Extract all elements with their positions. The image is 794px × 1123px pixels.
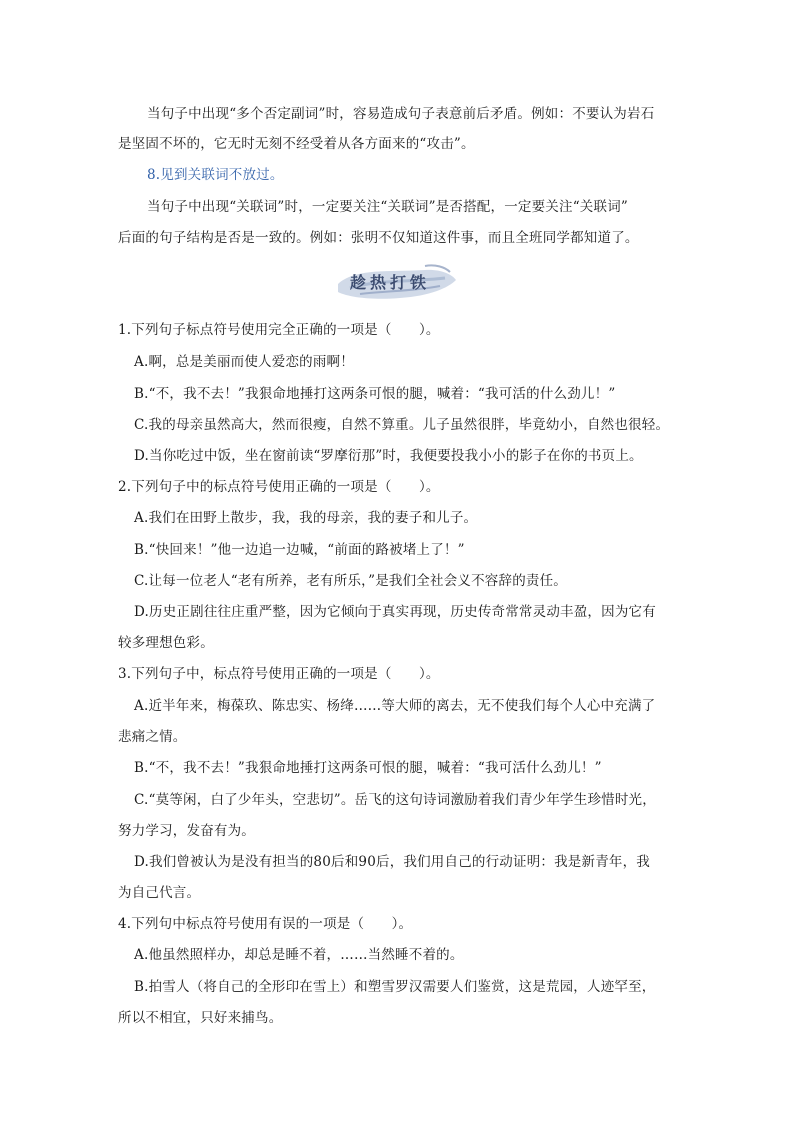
question-2-option-a: A.我们在田野上散步，我，我的母亲，我的妻子和儿子。 <box>134 510 478 526</box>
intro-paragraph-8-line-2: 后面的句子结构是否是一致的。例如：张明不仅知道这件事，而且全班同学都知道了。 <box>118 230 639 246</box>
banner-label: 趁热打铁 <box>349 273 430 292</box>
practice-banner <box>330 258 460 308</box>
intro-paragraph-8-line-1: 当句子中出现“关联词”时，一定要关注“关联词”是否搭配，一定要关注“关联词” <box>147 199 629 215</box>
question-3-option-c-line-1: C.“莫等闲，白了少年头，空悲切”。岳飞的这句诗词激励着我们青少年学生珍惜时光， <box>134 792 656 808</box>
question-4-option-a: A.他虽然照样办，却总是睡不着，……当然睡不着的。 <box>134 947 464 963</box>
question-3-option-b: B.“不，我不去！”我狠命地捶打这两条可恨的腿，喊着：“我可活什么劲儿！” <box>134 760 602 776</box>
question-2-stem: 2.下列句子中的标点符号使用正确的一项是（ ）。 <box>118 479 440 495</box>
intro-paragraph-7-line-2: 是坚固不坏的，它无时无刻不经受着从各方面来的“攻击”。 <box>118 136 475 152</box>
question-1-stem: 1.下列句子标点符号使用完全正确的一项是（ ）。 <box>118 322 440 338</box>
question-2-option-d-line-2: 较多理想色彩。 <box>118 635 214 651</box>
question-3-option-d-line-2: 为自己代言。 <box>118 885 201 901</box>
question-2-option-c: C.让每一位老人“老有所养，老有所乐，”是我们全社会义不容辞的责任。 <box>134 573 567 589</box>
question-3-option-a-line-2: 悲痛之情。 <box>118 729 187 745</box>
question-4-stem: 4.下列句中标点符号使用有误的一项是（ ）。 <box>118 916 413 932</box>
question-4-option-b-line-1: B.拍雪人（将自己的全形印在雪上）和塑雪罗汉需要人们鉴赏，这是荒园，人迹罕至， <box>134 979 656 995</box>
question-3-option-c-line-2: 努力学习，发奋有为。 <box>118 823 255 839</box>
question-1-option-c: C.我的母亲虽然高大，然而很瘦，自然不算重。儿子虽然很胖，毕竟幼小，自然也很轻。 <box>134 417 670 433</box>
question-2-option-b: B.“快回来！”他一边追一边喊，“前面的路被堵上了！” <box>134 542 465 558</box>
section-heading-8: 8.见到关联词不放过。 <box>147 167 284 183</box>
question-3-option-d-line-1: D.我们曾被认为是没有担当的80后和90后，我们用自己的行动证明：我是新青年，我 <box>134 854 650 870</box>
question-3-option-a-line-1: A.近半年来，梅葆玖、陈忠实、杨绛……等大师的离去，无不使我们每个人心中充满了 <box>134 698 656 714</box>
question-4-option-b-line-2: 所以不相宜，只好来捕鸟。 <box>118 1010 283 1026</box>
question-1-option-d: D.当你吃过中饭，坐在窗前读“罗摩衍那”时，我便要投我小小的影子在你的书页上。 <box>134 448 643 464</box>
question-1-option-b: B.“不，我不去！”我狠命地捶打这两条可恨的腿，喊着：“我可活的什么劲儿！” <box>134 386 616 402</box>
question-3-stem: 3.下列句子中，标点符号使用正确的一项是（ ）。 <box>118 666 440 682</box>
intro-paragraph-7-line-1: 当句子中出现“多个否定副词”时，容易造成句子表意前后矛盾。例如：不要认为岩石 <box>147 106 655 122</box>
question-2-option-d-line-1: D.历史正剧往往庄重严整，因为它倾向于真实再现，历史传奇常常灵动丰盈，因为它有 <box>134 604 656 620</box>
question-1-option-a: A.啊，总是美丽而使人爱恋的雨啊！ <box>134 354 354 370</box>
